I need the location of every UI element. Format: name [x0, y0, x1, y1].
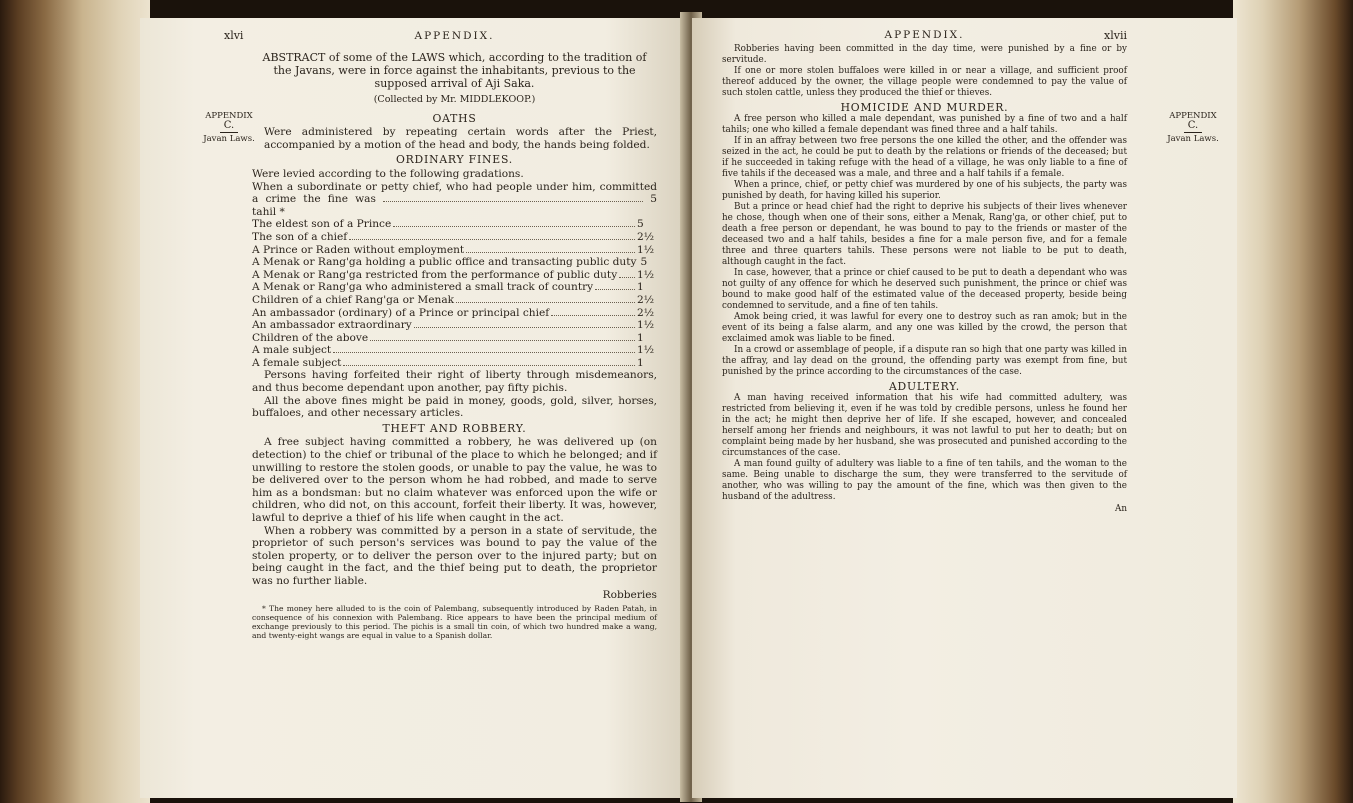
adultery-para-2: A man found guilty of adultery was liable to a fine of ten tahils, and the woman to the same. Being unable to discharge the sum, they were transferred to the servitude of another, who was willing to pay the amount of the fine, which was then given to the husband of the adultress.: [722, 459, 1127, 502]
left-running-head: [224, 29, 657, 44]
fine-label: A Menak or Rang'ga holding a public office and transacting public duty: [252, 256, 637, 269]
fine-row-first: [252, 181, 657, 219]
left-page: [140, 18, 688, 798]
homicide-para-2: If in an affray between two free persons the one killed the other, and the offender was seized in the act, he could be put to death by the relations or friends of the deceased; but if he succeeded in taking refuge with the head of a village, he was only liable to a fine of five tahils if the deceased was a male, and three and a half tahils if a female.: [722, 136, 1127, 179]
fine-label: Children of the above: [252, 331, 369, 344]
fine-label: A Menak or Rang'ga who administered a small track of country: [252, 281, 594, 294]
fine-value: 2½: [637, 306, 655, 319]
left-running-title: APPENDIX.: [414, 30, 495, 42]
adultery-para-1: A man having received information that his wife had committed adultery, was restricted from believing it, even if he was told by credible persons, unless he found her in the act; he might then deprive her of life. If she escaped, however, and concealed herself among her friends and neighbours, it was not lawful to put her to death; but on complaint being made by her husband, she was prosecuted and punished according to the circumstances of the case.: [722, 393, 1127, 458]
right-page: [692, 18, 1237, 798]
fine-value: 1½: [637, 243, 655, 256]
right-page-number: xlvii: [1104, 29, 1127, 42]
fine-row: [252, 281, 657, 294]
theft-heading: THEFT AND ROBBERY.: [382, 421, 527, 435]
fine-row: [252, 294, 657, 307]
fine-row: [252, 269, 657, 282]
fine-value: 5: [640, 256, 648, 269]
adultery-heading: ADULTERY.: [888, 380, 961, 393]
right-catchword: An: [1114, 504, 1127, 514]
fine-row: [252, 319, 657, 332]
fine-row: [252, 344, 657, 357]
robberies-para: Robberies having been committed in the day time, were punished by a fine or by servitude.: [722, 44, 1127, 65]
margin-letter: C.: [223, 120, 235, 131]
left-catchword: Robberies: [602, 588, 657, 601]
right-text-column: [722, 30, 1127, 515]
margin-appendix: APPENDIX: [1169, 111, 1217, 121]
right-running-title: APPENDIX.: [884, 29, 965, 41]
margin-appendix: APPENDIX: [205, 111, 253, 121]
fine-row: [252, 332, 657, 345]
fine-value: 1½: [637, 268, 655, 281]
homicide-heading: HOMICIDE AND MURDER.: [840, 101, 1009, 114]
oaths-text: Were administered by repeating certain words after the Priest, accompanied by a motion of the head and body, the hands being folded.: [264, 126, 657, 151]
right-running-head: [722, 30, 1127, 44]
fine-label: The son of a chief: [252, 230, 348, 243]
margin-letter: C.: [1187, 120, 1199, 131]
right-margin-note: [1164, 111, 1222, 144]
fine-value: 1½: [637, 319, 655, 332]
fine-value: 1: [637, 331, 644, 344]
homicide-para-6: Amok being cried, it was lawful for every one to destroy such as ran amok; but in the event of its being a false alarm, and any one was killed by the crowd, the person that exclaimed amok was liable to be fined.: [722, 312, 1127, 344]
fines-para-1: Persons having forfeited their right of liberty through misdemeanors, and thus become dependant upon another, pay fifty pichis.: [252, 369, 657, 395]
fine-label: An ambassador (ordinary) of a Prince or principal chief: [252, 306, 550, 319]
fines-list: [252, 218, 657, 369]
fine-label: A female subject: [252, 356, 342, 369]
buffaloes-para: If one or more stolen buffaloes were killed in or near a village, and sufficient proof thereof adduced by the owner, the village people were condemned to pay the value of such stolen cattle, unless they produced the thief or thieves.: [722, 66, 1127, 98]
homicide-para-1: A free person who killed a male dependant, was punished by a fine of two and a half tahils; one who killed a female dependant was fined three and a half tahils.: [722, 114, 1127, 135]
fine-value: 1½: [637, 344, 655, 357]
fine-row: [252, 256, 657, 269]
fine-label: A male subject: [252, 344, 332, 357]
fine-value: 1: [637, 356, 644, 369]
fine-value: 1: [637, 281, 644, 294]
oaths-heading: OATHS: [432, 111, 477, 125]
homicide-para-7: In a crowd or assemblage of people, if a dispute ran so high that one party was killed in the affray, and lay dead on the ground, the offending party was exempt from fine, but punished by the prince according to the circumstances of the case.: [722, 345, 1127, 377]
margin-subject: Javan Laws.: [1167, 134, 1219, 144]
left-page-number: xlvi: [224, 29, 244, 42]
fine-row: [252, 244, 657, 257]
homicide-para-4: But a prince or head chief had the right to deprive his subjects of their lives whenever he chose, though when one of their sons, either a Menak, Rang'ga, or other chief, put to death a free person or dependant, he was bound to pay to the friends or master of the deceased two and a half tahils, besides a fine for a male person five, and for a female three and three quarters tahils. These persons were not liable to be put to death, although caught in the fact.: [722, 202, 1127, 267]
homicide-para-5: In case, however, that a prince or chief caused to be put to death a dependant who was not guilty of any offence for which he deserved such punishment, the prince or chief was bound to make good half of the estimated value of the deceased property, beside being condemned to servitude, and a fine of ten tahils.: [722, 268, 1127, 311]
fine-row: [252, 218, 657, 231]
theft-para-2: When a robbery was committed by a person in a state of servitude, the proprietor of such person's services was bound to pay the value of the stolen property, or to deliver the person over to the injured party; but on being caught in the fact, and the thief being put to death, the proprietor was no further liable.: [252, 524, 657, 587]
fine-first-value: 5 tahil *: [252, 193, 657, 218]
theft-para-1: A free subject having committed a robbery, he was delivered up (on detection) to the chief or tribunal of the place to which he belonged; and if unwilling to restore the stolen goods, or unable to pay the value, he was to be delivered over to the person whom he had robbed, and made to serve him as a bondsman: but no claim whatever was enforced upon the wife or children, who did not, on this account, forfeit their liberty. It was, however, lawful to deprive a thief of his life when caught in the act.: [252, 436, 657, 524]
fines-para-2: All the above fines might be paid in money, goods, gold, silver, horses, buffaloes, and other necessary articles.: [252, 394, 657, 420]
fine-value: 5: [637, 218, 644, 231]
left-margin-note: [200, 111, 258, 144]
fine-label: The eldest son of a Prince: [252, 218, 392, 231]
fines-intro: Were levied according to the following gradations.: [252, 167, 524, 180]
fine-label: Children of a chief Rang'ga or Menak: [252, 293, 455, 306]
footnote: * The money here alluded to is the coin of Palembang, subsequently introduced by Raden Patah, in consequence of his connexion with Palembang. Rice appears to have been the principal medium of exchange previously to this period. The pichis is a small tin coin, of which two hundred make a wang, and twenty-eight wangs are equal in value to a Spanish dollar.: [252, 604, 657, 641]
homicide-para-3: When a prince, chief, or petty chief was murdered by one of his subjects, the party was punished by death, for having killed his superior.: [722, 180, 1127, 201]
fine-row: [252, 307, 657, 320]
fine-first-label: When a subordinate or petty chief, who had people under him, committed a crime the fine was: [252, 180, 657, 206]
fine-value: 2½: [637, 230, 655, 243]
abstract-title: ABSTRACT of some of the LAWS which, according to the tradition of the Javans, were in force against the inhabitants, previous to the supposed arrival of Aji Saka.: [262, 51, 647, 90]
fine-row: [252, 231, 657, 244]
page-edges-right: [1233, 0, 1353, 803]
page-edges-left: [0, 0, 150, 803]
collected-by: (Collected by Mr. MIDDLEKOOP.): [373, 94, 536, 105]
fine-label: A Menak or Rang'ga restricted from the performance of public duty: [252, 268, 618, 281]
fine-label: An ambassador extraordinary: [252, 319, 412, 332]
margin-subject: Javan Laws.: [203, 134, 255, 144]
fines-heading: ORDINARY FINES.: [395, 153, 514, 167]
fine-value: 2½: [637, 293, 655, 306]
fine-row: [252, 357, 657, 370]
fine-label: A Prince or Raden without employment: [252, 243, 465, 256]
